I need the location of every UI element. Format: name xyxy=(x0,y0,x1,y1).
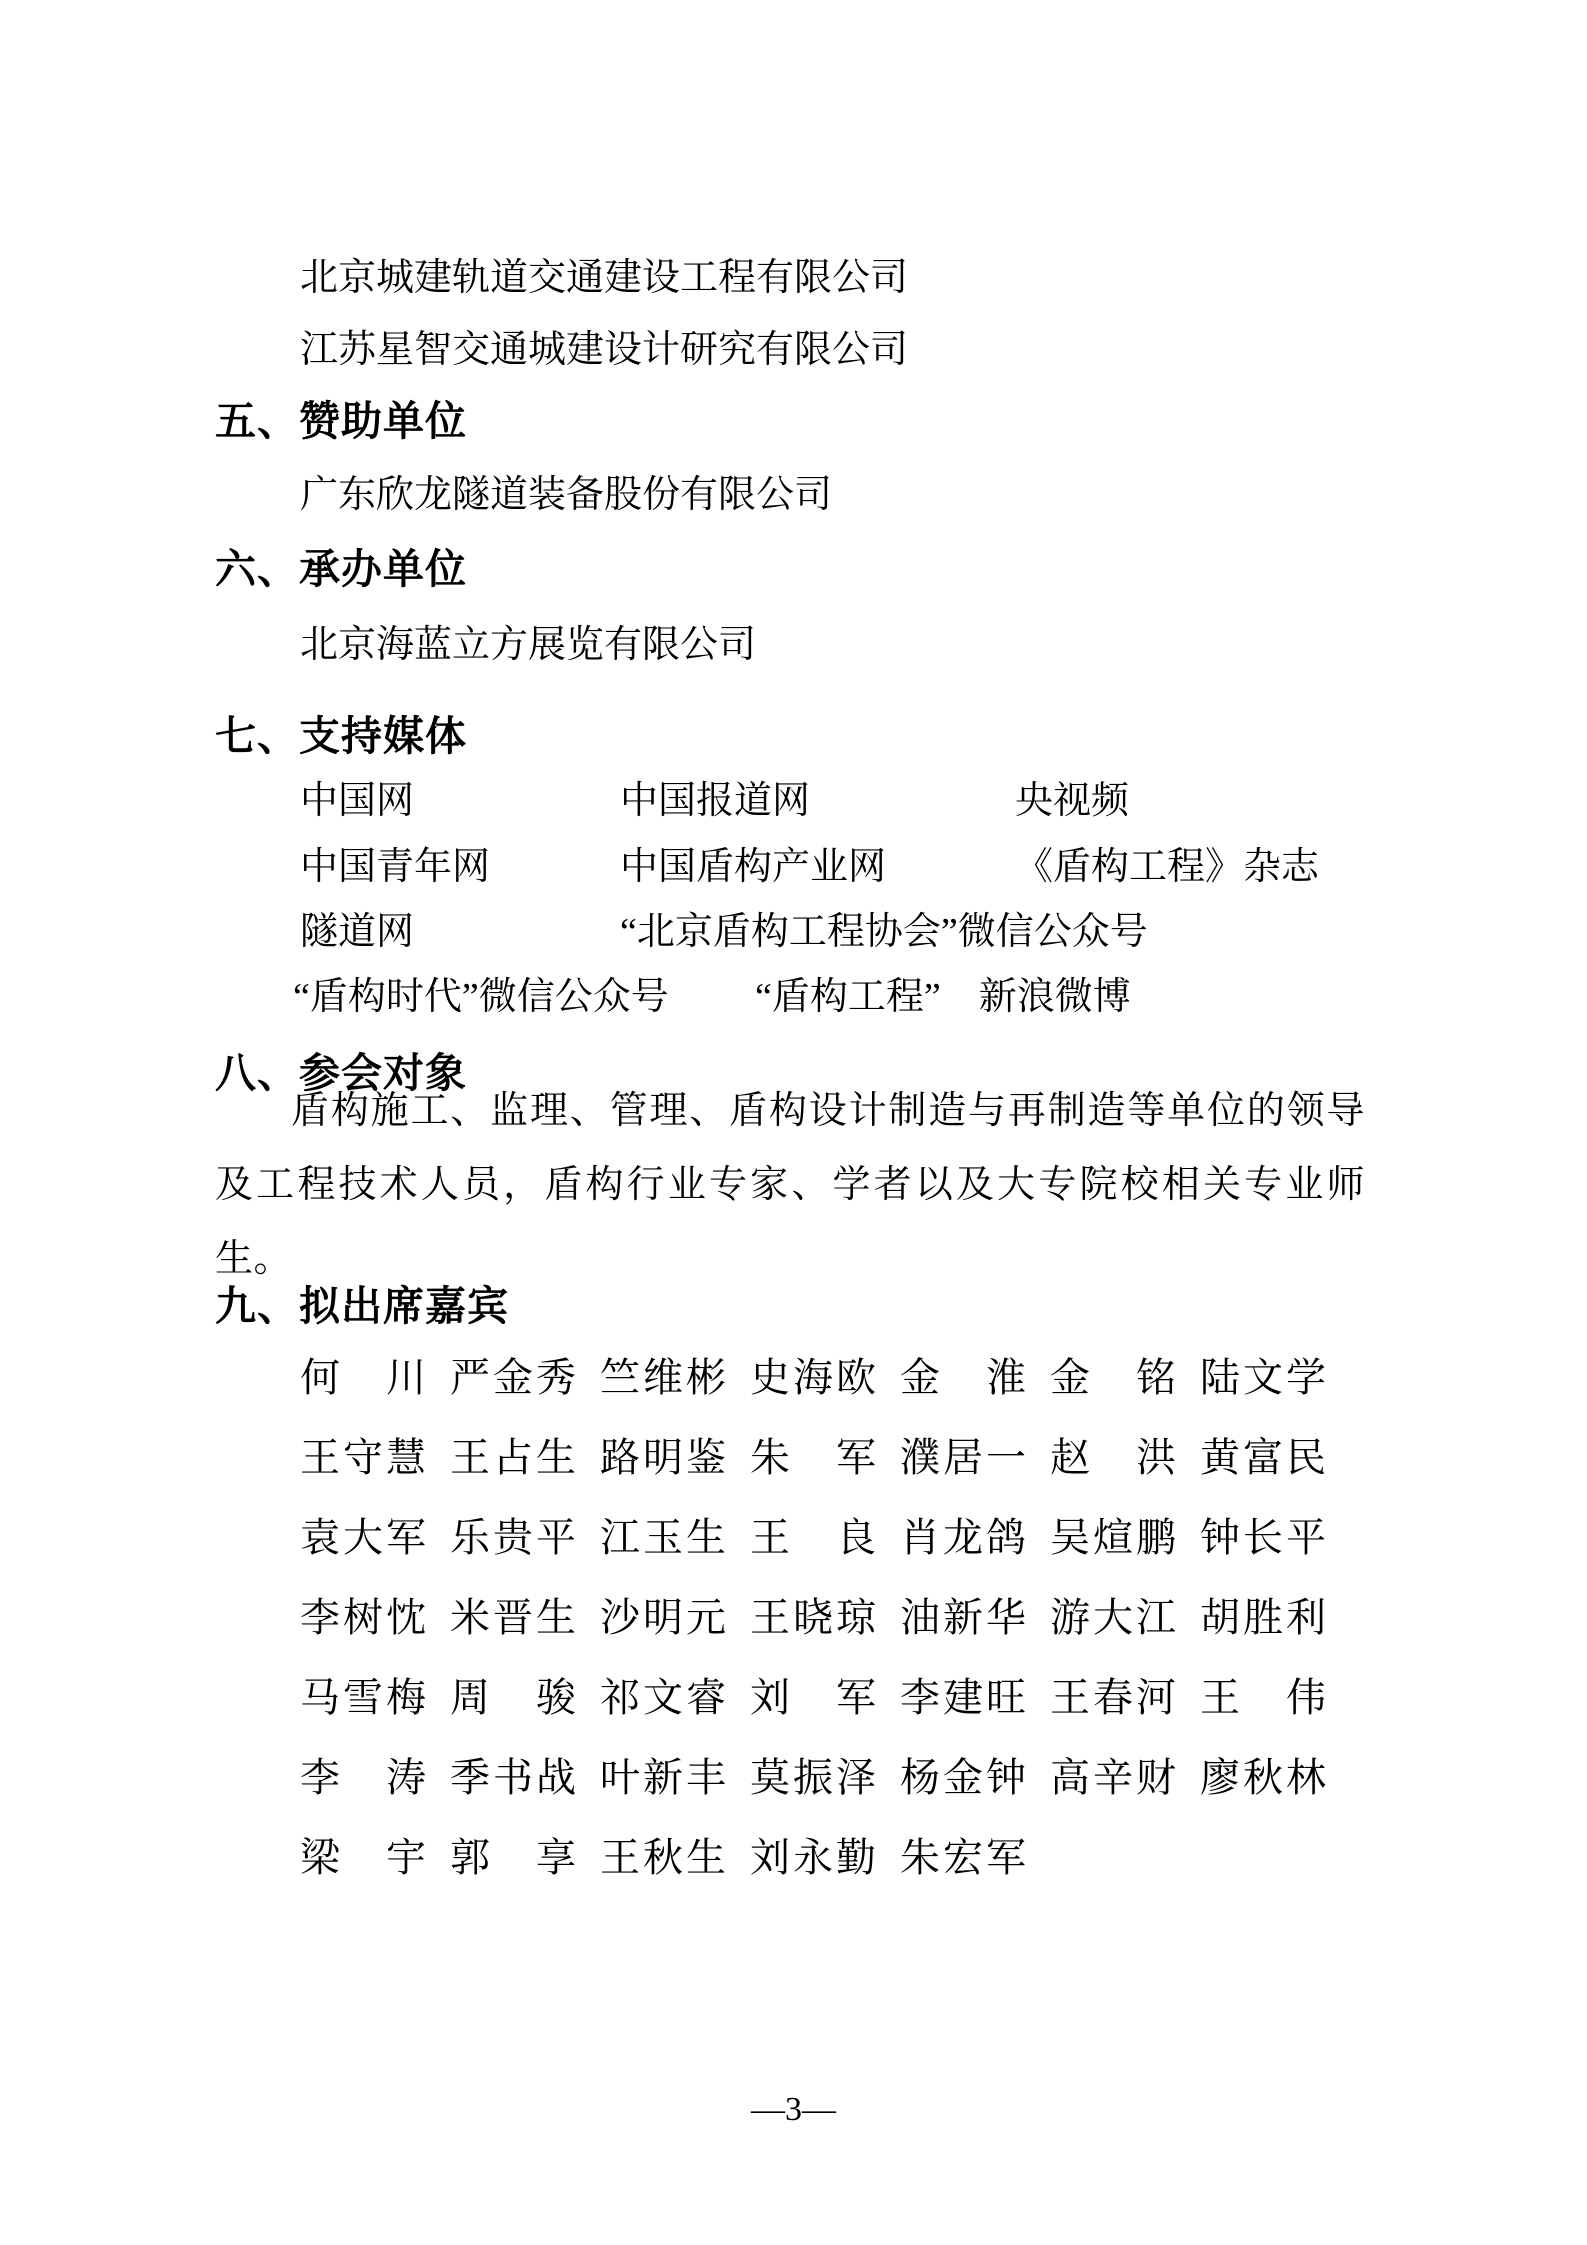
media-item: 中国报道网 xyxy=(620,780,811,822)
section-heading-guests: 九、拟出席嘉宾 xyxy=(215,1283,509,1329)
guest-name: 何 川 xyxy=(300,1355,429,1400)
guest-name: 吴煊鹏 xyxy=(1050,1515,1179,1560)
guest-name: 严金秀 xyxy=(450,1355,579,1400)
attendees-paragraph: 盾构施工、监理、管理、盾构设计制造与再制造等单位的领导及工程技术人员，盾构行业专家、学者以及大专院校相关专业师生。 xyxy=(215,1090,1365,1280)
guest-name: 莫振泽 xyxy=(750,1755,879,1800)
section-heading-media: 七、支持媒体 xyxy=(215,713,467,759)
guest-name: 路明鉴 xyxy=(600,1435,729,1480)
undertaker-company-line: 北京海蓝立方展览有限公司 xyxy=(300,624,757,666)
co-organizer-line: 江苏星智交通城建设计研究有限公司 xyxy=(300,329,909,371)
guest-name: 祁文睿 xyxy=(600,1675,729,1720)
guest-name: 王守慧 xyxy=(300,1435,429,1480)
media-item: “盾构时代”微信公众号 xyxy=(293,976,669,1018)
guest-name: 金 淮 xyxy=(900,1355,1029,1400)
sponsor-company-line: 广东欣龙隧道装备股份有限公司 xyxy=(300,474,833,516)
guest-name: 朱宏军 xyxy=(900,1835,1029,1880)
guest-row xyxy=(300,1433,1329,1483)
guest-row xyxy=(300,1353,1329,1403)
guest-row xyxy=(300,1673,1329,1723)
media-item: 中国网 xyxy=(300,780,415,822)
section-heading-sponsor: 五、赞助单位 xyxy=(215,398,467,444)
guest-name: 竺维彬 xyxy=(600,1355,729,1400)
guest-row xyxy=(300,1833,1029,1883)
guest-name: 叶新丰 xyxy=(600,1755,729,1800)
media-item: “北京盾构工程协会”微信公众号 xyxy=(620,911,1148,953)
guest-name: 赵 洪 xyxy=(1050,1435,1179,1480)
media-item: 隧道网 xyxy=(300,911,415,953)
co-organizer-line: 北京城建轨道交通建设工程有限公司 xyxy=(300,257,909,299)
guest-name: 王春河 xyxy=(1050,1675,1179,1720)
guest-name: 马雪梅 xyxy=(300,1675,429,1720)
guest-name: 刘 军 xyxy=(750,1675,879,1720)
guest-name: 王晓琼 xyxy=(750,1595,879,1640)
guest-name: 王占生 xyxy=(450,1435,579,1480)
guest-name: 刘永勤 xyxy=(750,1835,879,1880)
guest-name: 濮居一 xyxy=(900,1435,1029,1480)
media-item: 中国盾构产业网 xyxy=(620,846,887,888)
section-heading-attendees: 八、参会对象 xyxy=(215,1050,467,1096)
guest-name: 游大江 xyxy=(1050,1595,1179,1640)
guest-row xyxy=(300,1513,1329,1563)
guest-row xyxy=(300,1593,1329,1643)
guest-name: 陆文学 xyxy=(1200,1355,1329,1400)
media-row xyxy=(300,907,1148,957)
media-item: “盾构工程” 新浪微博 xyxy=(755,976,1131,1018)
guest-name: 金 铭 xyxy=(1050,1355,1179,1400)
guest-name: 肖龙鸽 xyxy=(900,1515,1029,1560)
guest-name: 王 伟 xyxy=(1200,1675,1329,1720)
media-item: 《盾构工程》杂志 xyxy=(1015,846,1320,888)
guest-name: 乐贵平 xyxy=(450,1515,579,1560)
guest-name: 沙明元 xyxy=(600,1595,729,1640)
guest-name: 王秋生 xyxy=(600,1835,729,1880)
guest-name: 梁 宇 xyxy=(300,1835,429,1880)
guest-name: 朱 军 xyxy=(750,1435,879,1480)
guest-name: 季书战 xyxy=(450,1755,579,1800)
guest-name: 杨金钟 xyxy=(900,1755,1029,1800)
guest-name: 钟长平 xyxy=(1200,1515,1329,1560)
guest-name: 李树忱 xyxy=(300,1595,429,1640)
guest-name: 江玉生 xyxy=(600,1515,729,1560)
guest-name: 油新华 xyxy=(900,1595,1029,1640)
guest-name: 袁大军 xyxy=(300,1515,429,1560)
media-item: 央视频 xyxy=(1015,780,1130,822)
guest-name: 廖秋林 xyxy=(1200,1755,1329,1800)
section-heading-undertaker: 六、承办单位 xyxy=(215,546,467,592)
page-number: —3— xyxy=(751,2091,836,2128)
guest-name: 郭 享 xyxy=(450,1835,579,1880)
guest-name: 米晋生 xyxy=(450,1595,579,1640)
guest-name: 王 良 xyxy=(750,1515,879,1560)
guest-name: 周 骏 xyxy=(450,1675,579,1720)
guest-name: 史海欧 xyxy=(750,1355,879,1400)
media-item: 中国青年网 xyxy=(300,846,491,888)
guest-name: 高辛财 xyxy=(1050,1755,1179,1800)
media-row xyxy=(293,972,1131,1022)
guest-name: 胡胜利 xyxy=(1200,1595,1329,1640)
guest-name: 李 涛 xyxy=(300,1755,429,1800)
guest-row xyxy=(300,1753,1329,1803)
guest-name: 黄富民 xyxy=(1200,1435,1329,1480)
media-row xyxy=(300,842,1319,892)
guest-name: 李建旺 xyxy=(900,1675,1029,1720)
media-row xyxy=(300,776,1129,826)
